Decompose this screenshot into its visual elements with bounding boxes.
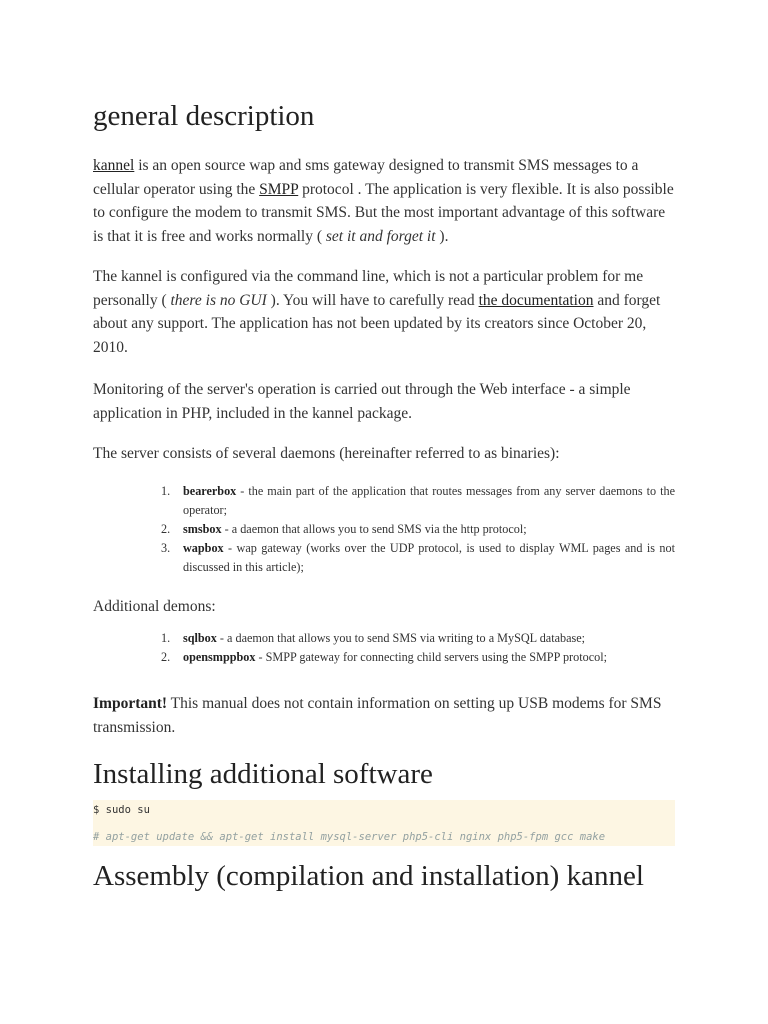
list-item-name: opensmppbox — [183, 650, 256, 664]
link-documentation[interactable]: the documentation — [478, 291, 594, 309]
list-number: 1. — [161, 484, 171, 498]
list-number: 3. — [161, 541, 171, 555]
important-text: This manual does not contain information on setting up USB modems for SMS transmission. — [93, 695, 662, 736]
config-text-3: and forget about any support. The application has not been updated by its creators since October 20, 2010. — [93, 291, 661, 356]
paragraph-monitoring: Monitoring of the server's operation is carried out through the Web interface - a simple application in PHP, included in the kannel package. — [93, 381, 631, 422]
list-item-desc: - a daemon that allows you to send SMS via the http protocol; — [221, 522, 527, 536]
list-item — [93, 629, 675, 648]
paragraph-configuration — [93, 265, 675, 359]
list-item-name: wapbox — [183, 541, 224, 555]
intro-text-2: protocol . The application is very flexible. It is also possible to configure the modem to transmit SMS. But the most important advantage of this software is that it is free and works normally ( — [93, 180, 674, 245]
intro-text-3: ). — [435, 227, 449, 245]
list-item — [93, 648, 675, 667]
code-line-sudo: $ sudo su — [93, 804, 150, 816]
list-item — [93, 539, 675, 577]
config-text-1: The kannel is configured via the command line, which is not a particular problem for me personally ( — [93, 268, 644, 309]
list-item — [93, 520, 675, 539]
list-item-desc: - a daemon that allows you to send SMS via writing to a MySQL database; — [216, 631, 586, 645]
heading-general-description: general description — [93, 100, 315, 132]
list-item — [93, 482, 675, 520]
paragraph-intro — [93, 154, 675, 248]
config-emphasis: there is no GUI — [170, 291, 267, 309]
list-number: 2. — [161, 522, 171, 536]
additional-daemon-list — [93, 629, 675, 667]
paragraph-additional-demons: Additional demons: — [93, 598, 216, 615]
config-text-2: ). You will have to carefully read — [266, 291, 479, 309]
code-block[interactable] — [93, 800, 675, 846]
list-item-name: bearerbox — [183, 484, 237, 498]
list-item-name: sqlbox — [183, 631, 217, 645]
list-item-desc: - SMPP gateway for connecting child servers using the SMPP protocol; — [255, 650, 607, 664]
link-smpp[interactable]: SMPP — [259, 180, 299, 198]
intro-emphasis: set it and forget it — [325, 227, 436, 245]
list-number: 2. — [161, 650, 171, 664]
list-item-desc: - the main part of the application that routes messages from any server daemons to the operator; — [183, 484, 675, 517]
heading-assembly: Assembly (compilation and installation) kannel — [93, 860, 644, 892]
daemon-list — [93, 482, 675, 577]
list-number: 1. — [161, 631, 171, 645]
important-label: Important! — [93, 695, 168, 712]
list-item-desc: - wap gateway (works over the UDP protocol, is used to display WML pages and is not discussed in this article); — [183, 541, 675, 574]
heading-installing-software: Installing additional software — [93, 758, 433, 790]
link-kannel[interactable]: kannel — [93, 157, 135, 174]
paragraph-important — [93, 692, 675, 739]
paragraph-daemons: The server consists of several daemons (hereinafter referred to as binaries): — [93, 445, 560, 462]
code-line-apt-get: # apt-get update && apt-get install mysql-server php5-cli nginx php5-fpm gcc make — [93, 831, 606, 843]
intro-text-1: is an open source wap and sms gateway designed to transmit SMS messages to a cellular operator using the — [93, 157, 639, 198]
list-item-name: smsbox — [183, 522, 222, 536]
